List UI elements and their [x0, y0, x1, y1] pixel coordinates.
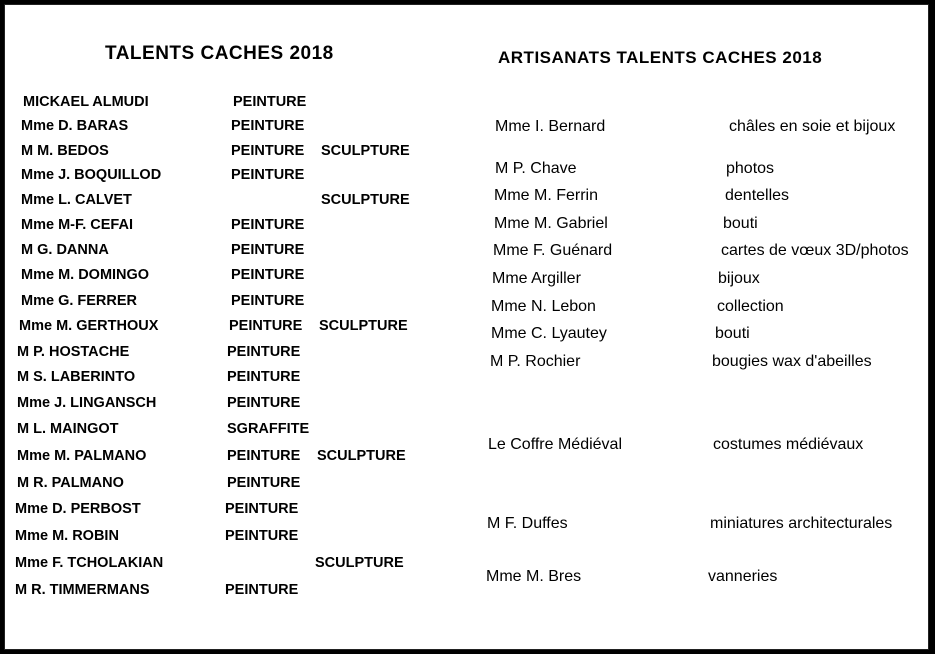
artisan-name: Mme N. Lebon [491, 298, 596, 315]
artisan-name: Le Coffre Médiéval [488, 436, 622, 453]
painter-row [17, 421, 437, 439]
painter-name: Mme D. PERBOST [15, 501, 141, 517]
painter-row [21, 293, 441, 311]
painter-medium: SCULPTURE [321, 192, 410, 208]
painter-medium: PEINTURE [231, 143, 305, 159]
painter-row [21, 267, 441, 285]
painter-name: M R. TIMMERMANS [15, 582, 150, 598]
painter-medium: SCULPTURE [321, 143, 410, 159]
painter-name: Mme D. BARAS [21, 118, 129, 134]
painter-medium: PEINTURE [227, 344, 301, 360]
left-title: TALENTS CACHES 2018 [105, 43, 334, 64]
artisan-specialty: dentelles [725, 187, 790, 204]
painter-name: M P. HOSTACHE [17, 344, 130, 360]
painter-name: Mme J. LINGANSCH [17, 395, 157, 411]
artisan-specialty: costumes médiévaux [713, 436, 864, 453]
artisan-row [494, 187, 919, 207]
painter-row [21, 143, 441, 161]
painter-medium: PEINTURE [231, 267, 305, 283]
artisan-row [486, 568, 911, 588]
painter-name: M S. LABERINTO [17, 369, 136, 385]
artisan-name: M P. Chave [495, 160, 577, 177]
artisan-specialty: photos [726, 160, 775, 177]
right-title: ARTISANATS TALENTS CACHES 2018 [498, 48, 823, 67]
document-page [4, 4, 929, 650]
painter-medium: PEINTURE [233, 94, 307, 110]
painter-row [17, 475, 437, 493]
artisan-specialty: bijoux [718, 270, 760, 287]
artisan-name: Mme Argiller [492, 270, 581, 287]
painter-row [15, 582, 435, 600]
artisan-name: M P. Rochier [490, 353, 581, 370]
artisan-specialty: bouti [715, 325, 750, 342]
artisan-row [487, 515, 912, 535]
artisan-specialty: miniatures architecturales [710, 515, 893, 532]
painter-row [15, 555, 435, 573]
painter-name: MICKAEL ALMUDI [23, 94, 149, 110]
artisan-specialty: vanneries [708, 568, 778, 585]
artisan-row [493, 242, 918, 262]
painter-medium: SCULPTURE [317, 448, 406, 464]
painter-row [17, 344, 437, 362]
painter-medium: SGRAFFITE [227, 421, 310, 437]
painter-medium: PEINTURE [231, 118, 305, 134]
painter-medium: PEINTURE [227, 475, 301, 491]
painter-name: Mme G. FERRER [21, 293, 138, 309]
painter-name: M R. PALMANO [17, 475, 124, 491]
artisan-specialty: bouti [723, 215, 758, 232]
painter-row [17, 448, 437, 466]
artisan-specialty: collection [717, 298, 784, 315]
artisan-name: Mme F. Guénard [493, 242, 613, 259]
painter-row [15, 501, 435, 519]
painter-medium: PEINTURE [229, 318, 303, 334]
painter-name: Mme F. TCHOLAKIAN [15, 555, 164, 571]
painter-name: M L. MAINGOT [17, 421, 119, 437]
painter-row [21, 167, 441, 185]
painter-name: Mme L. CALVET [21, 192, 132, 208]
painter-medium: SCULPTURE [319, 318, 408, 334]
painter-row [21, 192, 441, 210]
painter-row [23, 94, 443, 112]
artisan-row [495, 160, 920, 180]
artisan-row [495, 118, 920, 138]
painter-row [21, 217, 441, 235]
painter-medium: PEINTURE [227, 448, 301, 464]
painter-medium: PEINTURE [231, 217, 305, 233]
painter-name: Mme J. BOQUILLOD [21, 167, 162, 183]
artisan-row [491, 298, 916, 318]
painter-row [17, 395, 437, 413]
artisan-name: Mme I. Bernard [495, 118, 606, 135]
painter-medium: PEINTURE [231, 167, 305, 183]
artisan-name: Mme M. Ferrin [494, 187, 598, 204]
painter-row [17, 369, 437, 387]
artisan-name: Mme C. Lyautey [491, 325, 607, 342]
painter-medium: PEINTURE [225, 501, 299, 517]
painter-name: M M. BEDOS [21, 143, 109, 159]
painter-medium: PEINTURE [225, 528, 299, 544]
artisan-specialty: châles en soie et bijoux [729, 118, 896, 135]
artisan-name: Mme M. Gabriel [494, 215, 608, 232]
painter-row [19, 318, 439, 336]
painter-medium: PEINTURE [231, 242, 305, 258]
painter-name: Mme M. DOMINGO [21, 267, 150, 283]
painter-row [21, 242, 441, 260]
artisan-name: Mme M. Bres [486, 568, 582, 585]
artisan-row [494, 215, 919, 235]
painter-row [21, 118, 441, 136]
painter-row [15, 528, 435, 546]
painter-name: Mme M. GERTHOUX [19, 318, 159, 334]
painter-name: Mme M. PALMANO [17, 448, 147, 464]
artisan-row [492, 270, 917, 290]
painter-name: M G. DANNA [21, 242, 109, 258]
painter-medium: SCULPTURE [315, 555, 404, 571]
painter-name: Mme M-F. CEFAI [21, 217, 133, 233]
artisan-specialty: bougies wax d'abeilles [712, 353, 872, 370]
artisan-row [490, 353, 915, 373]
painter-name: Mme M. ROBIN [15, 528, 119, 544]
artisan-row [488, 436, 913, 456]
painter-medium: PEINTURE [231, 293, 305, 309]
artisan-specialty: cartes de vœux 3D/photos [721, 242, 909, 259]
painter-medium: PEINTURE [225, 582, 299, 598]
painter-medium: PEINTURE [227, 369, 301, 385]
artisan-name: M F. Duffes [487, 515, 568, 532]
painter-medium: PEINTURE [227, 395, 301, 411]
artisan-row [491, 325, 916, 345]
